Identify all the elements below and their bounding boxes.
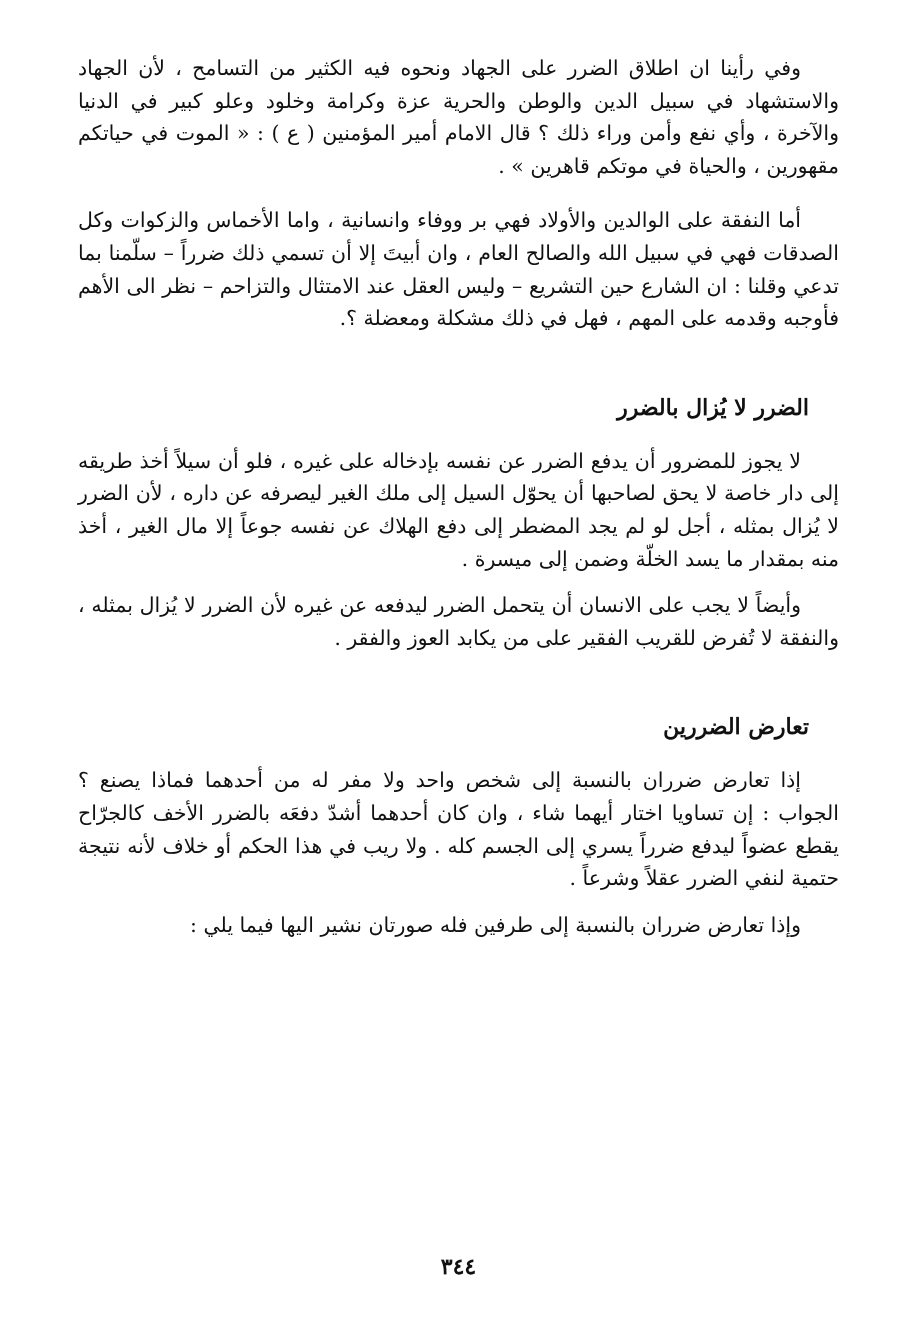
page-number: ٣٤٤ xyxy=(440,1254,477,1280)
paragraph-two-harms-one-person: إذا تعارض ضرران بالنسبة إلى شخص واحد ولا مفر له من أحدهما فماذا يصنع ؟ الجواب : إن تساويا اختار أيهما شاء ، وان كان أحدهما أشدّ دفعَه بالضرر الأخف كالجرّاح يقطع عضواً ليدفع ضرراً يسري إلى الجسم كله . ولا ريب في هذا الحكم أو خلاف لأنه نتيجة حتمية لنفي الضرر عقلاً وشرعاً . xyxy=(78,768,839,891)
section-heading-harm-not-removed-by-harm: الضرر لا يُزال بالضرر xyxy=(617,394,809,421)
paragraph-flood-example: لا يجوز للمضرور أن يدفع الضرر عن نفسه بإدخاله على غيره ، فلو أن سيلاً أخذ طريقه إلى دار خاصة لا يحق لصاحبها أن يحوّل السيل إلى ملك الغير ليصرفه عن داره ، لأن الضرر لا يُزال بمثله ، أجل لو لم يجد المضطر إلى دفع الهلاك عن نفسه جوعاً إلا مال الغير ، أخذ منه بمقدار ما يسد الخلّة وضمن إلى ميسرة . xyxy=(78,448,839,571)
paragraph-two-harms-two-parties: وإذا تعارض ضرران بالنسبة إلى طرفين فله صورتان نشير اليها فيما يلي : xyxy=(190,912,801,937)
paragraph-jihad: وفي رأينا ان اطلاق الضرر على الجهاد ونحوه فيه الكثير من التسامح ، لأن الجهاد والاستشهاد في سبيل الدين والوطن والحرية عزة وكرامة وخلود وعلو كبير في الدنيا والآخرة ، وأي نفع وأمن وراء ذلك ؟ قال الامام أمير المؤمنين ( ع ) : « الموت في حياتكم مقهورين ، والحياة في موتكم قاهرين » . xyxy=(78,56,839,178)
paragraph-bearing-harm: وأيضاً لا يجب على الانسان أن يتحمل الضرر ليدفعه عن غيره لأن الضرر لا يُزال بمثله ، والنفقة لا تُفرض للقريب الفقير على من يكابد العوز والفقر . xyxy=(78,593,839,650)
section-heading-conflict-of-harms: تعارض الضررين xyxy=(663,714,809,741)
book-page xyxy=(78,52,839,1282)
paragraph-expenditure: أما النفقة على الوالدين والأولاد فهي بر ووفاء وانسانية ، واما الأخماس والزكوات وكل الصدقات فهي في سبيل الله والصالح العام ، وان أبيتَ إلا أن تسمي ذلك ضرراً – سلّمنا بما تدعي وقلنا : ان الشارع حين التشريع – وليس العقل عند الامتثال والتزاحم – نظر الى الأهم فأوجبه وقدمه على المهم ، فهل في ذلك مشكلة ومعضلة ؟. xyxy=(78,208,839,331)
